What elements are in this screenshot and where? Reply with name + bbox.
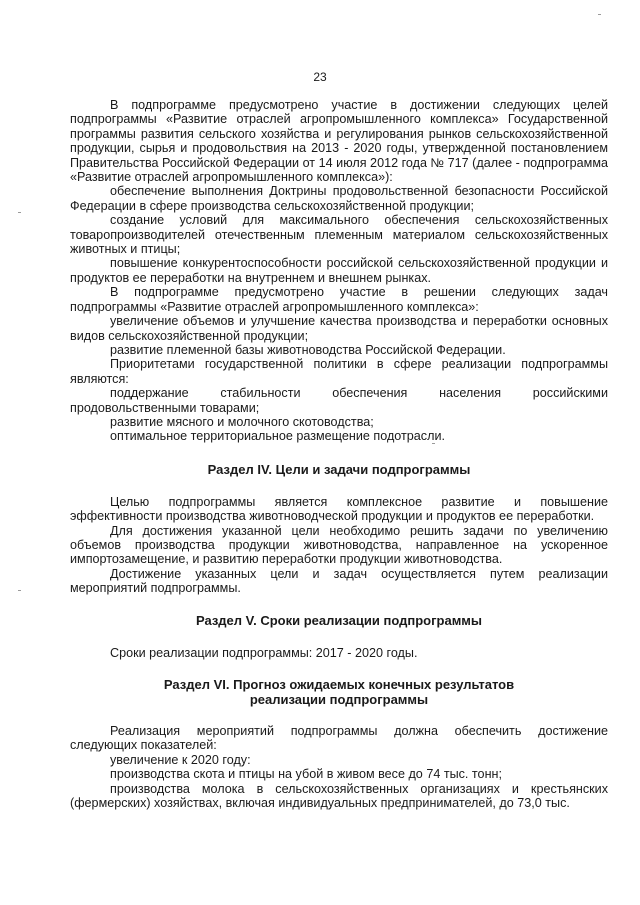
- paragraph-section5: Сроки реализации подпрограммы: 2017 - 2020 годы.: [110, 645, 418, 660]
- section-heading: Раздел VI. Прогноз ожидаемых конечных результатов: [163, 677, 515, 692]
- page-number: 23: [313, 70, 327, 84]
- scan-speck: [18, 212, 21, 213]
- paragraph-section6: производства скота и птицы на убой в живом весе до 74 тыс. тонн;: [110, 767, 502, 782]
- document-body: [70, 98, 608, 810]
- paragraph-section4: Целью подпрограммы является комплексное развитие и повышение эффективности производства животноводческой продукции и продуктов ее переработки.: [70, 494, 608, 524]
- paragraph-goal: создание условий для максимального обеспечения сельскохозяйственных товаропроизводителей отечественным племенным материалом сельскохозяйственных животных и птицы;: [70, 213, 608, 257]
- paragraph-section6: производства молока в сельскохозяйственных организациях и крестьянских (фермерских) хозяйствах, включая индивидуальных предпринимателей, до 73,0 тыс.: [70, 781, 608, 811]
- paragraph-section6: Реализация мероприятий подпрограммы должна обеспечить достижение следующих показателей:: [70, 724, 608, 753]
- paragraph-section4: Для достижения указанной цели необходимо решить задачи по увеличению объемов производства продукции животноводства, направленное на ускоренное импортозамещение, и развитию переработки продукции животноводства.: [70, 523, 608, 567]
- section-heading: Раздел V. Сроки реализации подпрограммы: [195, 612, 483, 628]
- paragraph-goal: обеспечение выполнения Доктрины продовольственной безопасности Российской Федерации в сфере производства сельскохозяйственной продукции;: [70, 184, 608, 213]
- scan-speck: [18, 590, 21, 591]
- paragraph-section6: увеличение к 2020 году:: [110, 752, 251, 767]
- paragraph-task: развитие племенной базы животноводства Российской Федерации.: [110, 342, 506, 357]
- paragraph-goals-intro: В подпрограмме предусмотрено участие в достижении следующих целей подпрограммы «Развитие отраслей агропромышленного комплекса» Государственной программы развития сельского хозяйства и регулирования рынков сельскохозяйственной продукции, сырья и продовольствия на 2013 - 2020 годы, утвержденной постановлением Правительства Российской Федерации от 14 июля 2012 года № 717 (далее - подпрограмма «Развитие отраслей агропромышленного комплекса»):: [70, 98, 608, 185]
- paragraph-tasks-intro: В подпрограмме предусмотрено участие в решении следующих задач подпрограммы «Развитие отраслей агропромышленного комплекса»:: [70, 285, 608, 314]
- scan-speck: [598, 14, 601, 15]
- section-heading: Раздел IV. Цели и задачи подпрограммы: [207, 461, 471, 477]
- paragraph-priority: оптимальное территориальное размещение подотрасли.: [110, 429, 445, 444]
- paragraph-goal: повышение конкурентоспособности российской сельскохозяйственной продукции и продуктов ее переработки на внутреннем и внешнем рынках.: [70, 256, 608, 285]
- paragraph-priority: развитие мясного и молочного скотоводства;: [110, 414, 374, 429]
- paragraph-section4: Достижение указанных цели и задач осуществляется путем реализации мероприятий подпрограммы.: [70, 566, 608, 596]
- paragraph-priorities-intro: Приоритетами государственной политики в сфере реализации подпрограммы являются:: [70, 357, 608, 386]
- section-heading-line2: реализации подпрограммы: [249, 692, 429, 707]
- paragraph-priority: поддержание стабильности обеспечения населения российскими продовольственными товарами;: [70, 386, 608, 415]
- paragraph-task: увеличение объемов и улучшение качества производства и переработки основных видов сельскохозяйственной продукции;: [70, 314, 608, 343]
